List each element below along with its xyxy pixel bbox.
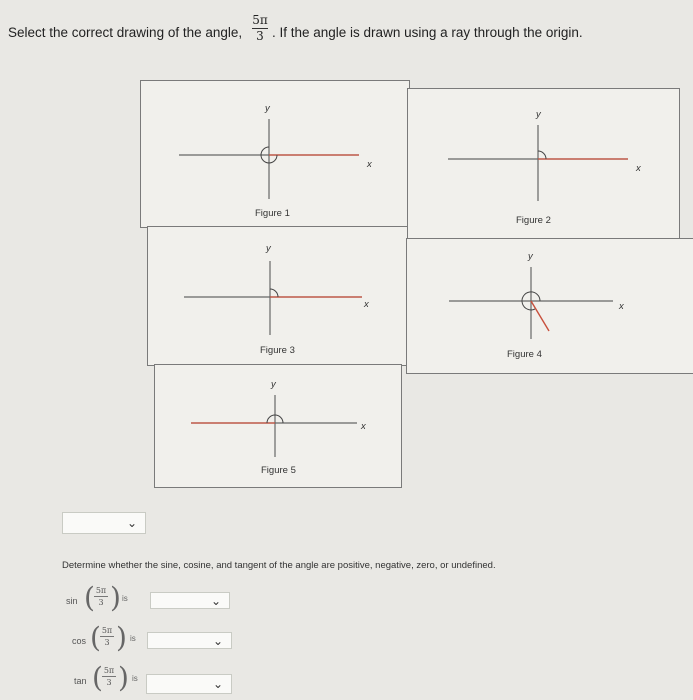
- tan-angle-den: 3: [106, 678, 112, 687]
- tan-is-label: is: [132, 674, 138, 683]
- sin-sign-select[interactable]: [150, 592, 230, 609]
- figure-5-label: Figure 5: [261, 465, 296, 476]
- tan-label: tan: [74, 676, 87, 686]
- left-paren: (: [90, 621, 101, 654]
- terminal-ray: [531, 301, 549, 331]
- chevron-down-icon: ⌄: [212, 633, 223, 648]
- tan-angle-num: 5π: [103, 666, 115, 675]
- y-axis-label: y: [536, 109, 541, 120]
- chevron-down-icon: ⌄: [126, 516, 137, 530]
- x-axis-label: x: [619, 301, 624, 312]
- sin-angle-fraction: [94, 586, 108, 607]
- y-axis-label: y: [271, 379, 276, 390]
- angle-numerator: 5π: [252, 13, 268, 27]
- angle-denominator: 3: [256, 29, 264, 43]
- left-paren: (: [92, 661, 103, 694]
- cos-angle-den: 3: [104, 638, 110, 647]
- left-paren: (: [84, 581, 95, 614]
- sin-is-label: is: [122, 594, 128, 603]
- sin-label: sin: [66, 596, 78, 606]
- figure-1-label: Figure 1: [255, 208, 290, 219]
- sin-angle-den: 3: [98, 598, 104, 607]
- right-paren: ): [116, 621, 127, 654]
- cos-sign-select[interactable]: [147, 632, 232, 649]
- figure-select[interactable]: [62, 512, 146, 534]
- figure-2-label: Figure 2: [516, 215, 551, 226]
- figure-3-label: Figure 3: [260, 345, 295, 356]
- figure-1-graph: [141, 81, 409, 227]
- figure-3-option[interactable]: [147, 226, 408, 366]
- x-axis-label: x: [636, 163, 641, 174]
- cos-is-label: is: [130, 634, 136, 643]
- tan-angle-fraction: [102, 666, 116, 687]
- angle-arc: [270, 289, 278, 297]
- figure-4-label: Figure 4: [507, 349, 542, 360]
- right-paren: ): [110, 581, 121, 614]
- cos-angle-fraction: [100, 626, 114, 647]
- angle-arc: [538, 151, 546, 159]
- sin-angle-num: 5π: [95, 586, 107, 595]
- y-axis-label: y: [266, 243, 271, 254]
- figure-4-graph: [407, 239, 693, 373]
- cos-label: cos: [72, 636, 87, 646]
- figure-5-option[interactable]: [154, 364, 402, 488]
- question-prefix: Select the correct drawing of the angle,: [8, 25, 243, 40]
- instruction-text: Determine whether the sine, cosine, and tangent of the angle are positive, negative, zero, or undefined.: [62, 560, 496, 571]
- figure-1-option[interactable]: [140, 80, 410, 228]
- x-axis-label: x: [364, 299, 369, 310]
- x-axis-label: x: [361, 421, 366, 432]
- figure-4-option[interactable]: [406, 238, 693, 374]
- chevron-down-icon: ⌄: [212, 677, 223, 691]
- figure-2-option[interactable]: [407, 88, 680, 240]
- question-suffix: . If the angle is drawn using a ray through the origin.: [272, 25, 583, 40]
- chevron-down-icon: ⌄: [210, 593, 221, 608]
- y-axis-label: y: [265, 103, 270, 114]
- angle-fraction: [252, 14, 268, 43]
- x-axis-label: x: [367, 159, 372, 170]
- y-axis-label: y: [528, 251, 533, 262]
- right-paren: ): [118, 661, 129, 694]
- tan-sign-select[interactable]: [146, 674, 232, 694]
- cos-angle-num: 5π: [101, 626, 113, 635]
